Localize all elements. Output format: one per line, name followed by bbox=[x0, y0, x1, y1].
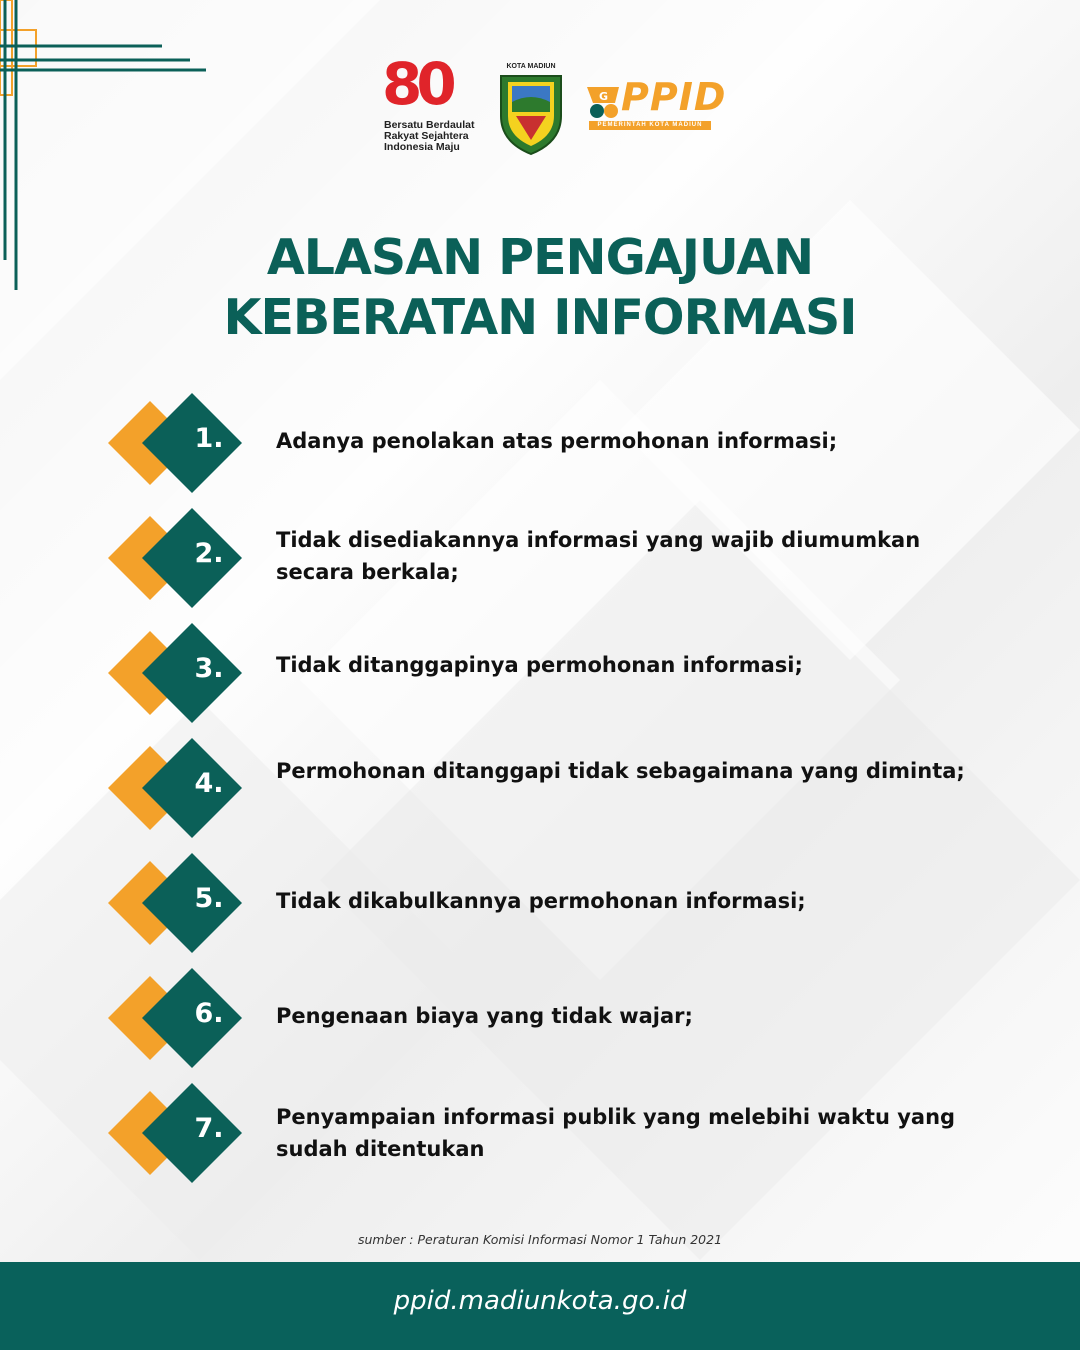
list-item bbox=[108, 393, 1008, 493]
list-item bbox=[108, 508, 1008, 608]
footer-bar bbox=[0, 1262, 1080, 1350]
website-link[interactable]: ppid.madiunkota.go.id bbox=[393, 1286, 687, 1316]
source-citation: sumber : Peraturan Komisi Informasi Nomor 1 Tahun 2021 bbox=[357, 1232, 723, 1247]
item-text: Permohonan ditanggapi tidak sebagaimana yang diminta; bbox=[276, 759, 965, 783]
title-line-2: KEBERATAN INFORMASI bbox=[223, 289, 857, 346]
item-number: 7. bbox=[194, 1113, 224, 1144]
ppid-word: PPID bbox=[621, 75, 727, 119]
crest-caption: KOTA MADIUN bbox=[506, 63, 556, 70]
svg-text:G: G bbox=[599, 90, 609, 103]
item-text: Adanya penolakan atas permohonan informasi; bbox=[276, 429, 838, 453]
list-item bbox=[108, 623, 1008, 723]
item-text: Tidak disediakannya informasi yang wajib diumumkan secara berkala; bbox=[276, 528, 921, 584]
item-text: Tidak dikabulkannya permohonan informasi; bbox=[276, 889, 806, 913]
item-number: 4. bbox=[194, 768, 224, 799]
ppid-subtitle: PEMERINTAH KOTA MADIUN bbox=[589, 121, 711, 130]
item-number: 2. bbox=[194, 538, 224, 569]
list-item bbox=[108, 853, 1008, 953]
item-text: Tidak ditanggapinya permohonan informasi; bbox=[276, 653, 803, 677]
item-text: Pengenaan biaya yang tidak wajar; bbox=[276, 1004, 693, 1028]
item-number: 3. bbox=[194, 653, 224, 684]
item-text: Penyampaian informasi publik yang melebihi waktu yang sudah ditentukan bbox=[276, 1105, 956, 1161]
list-item bbox=[108, 968, 1008, 1068]
item-number: 5. bbox=[194, 883, 224, 914]
item-number: 1. bbox=[194, 423, 224, 454]
anniversary-tagline: Bersatu Berdaulat Rakyat Sejahtera Indonesia Maju bbox=[384, 119, 475, 153]
list-item bbox=[108, 738, 1008, 838]
title-line-1: ALASAN PENGAJUAN bbox=[266, 229, 814, 286]
list-item bbox=[108, 1083, 1008, 1183]
item-number: 6. bbox=[194, 998, 224, 1029]
anniversary-number: 80 bbox=[382, 50, 451, 118]
